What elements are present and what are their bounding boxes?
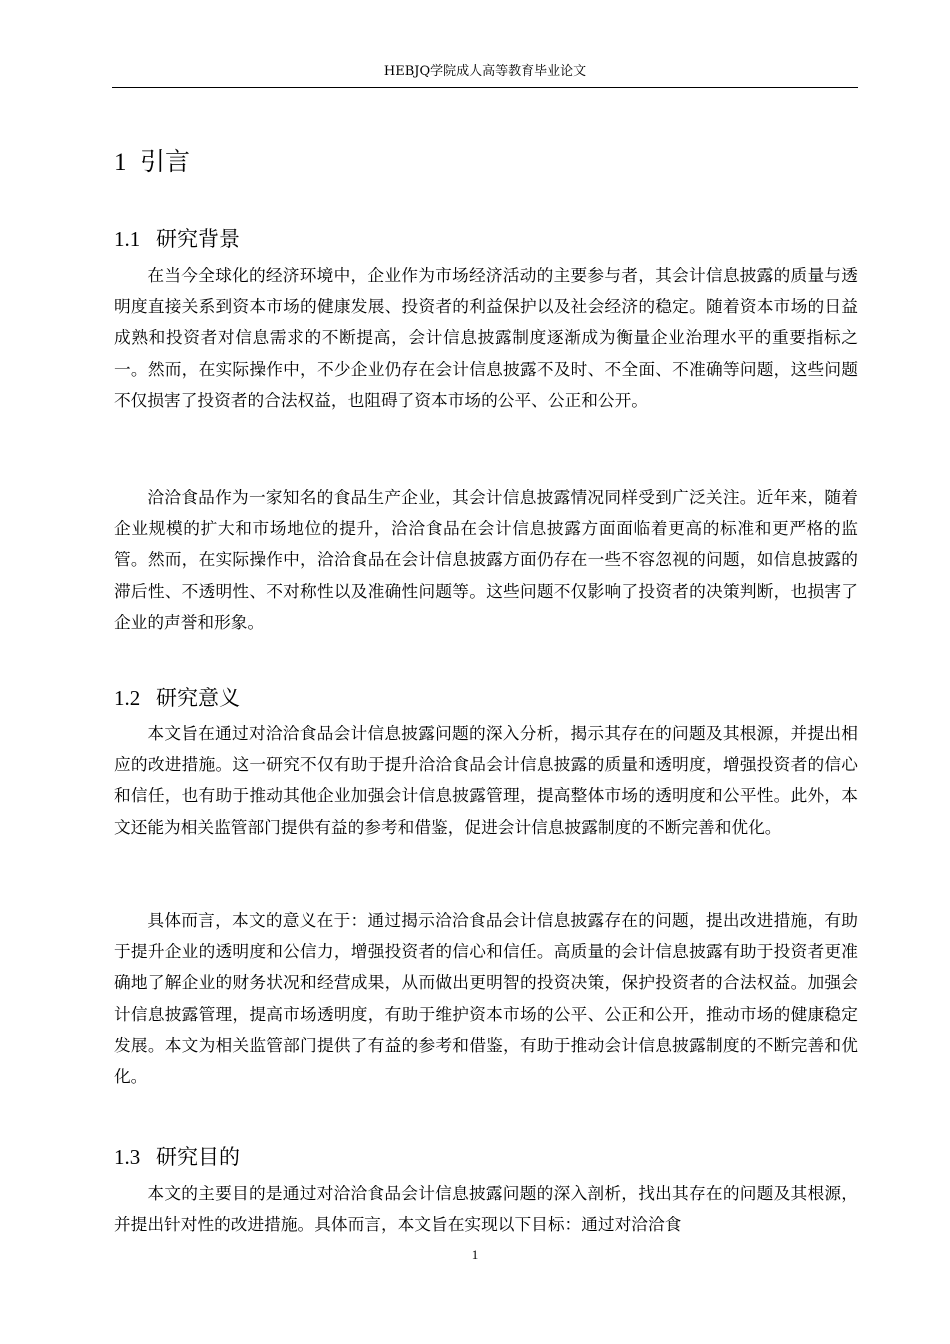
running-header: HEBJQ学院成人高等教育毕业论文 bbox=[383, 64, 587, 79]
paragraph: 具体而言，本文的意义在于：通过揭示洽洽食品会计信息披露存在的问题，提出改进措施，有助于提升企业的透明度和公信力，增强投资者的信心和信任。高质量的会计信息披露有助于投资者更准确地了解企业的财务状况和经营成果，从而做出更明智的投资决策，保护投资者的合法权益。加强会计信息披露管理，提高市场透明度，有助于维护资本市场的公平、公正和公开，推动市场的健康稳定发展。本文为相关监管部门提供了有益的参考和借鉴，有助于推动会计信息披露制度的不断完善和优化。 bbox=[114, 910, 858, 1087]
section-title: 研究目的 bbox=[156, 1145, 240, 1169]
chapter-heading bbox=[114, 145, 190, 180]
section-number: 1.2 bbox=[114, 686, 141, 710]
paragraph: 在当今全球化的经济环境中，企业作为市场经济活动的主要参与者，其会计信息披露的质量与透明度直接关系到资本市场的健康发展、投资者的利益保护以及社会经济的稳定。随着资本市场的日益成熟和投资者对信息需求的不断提高，会计信息披露制度逐渐成为衡量企业治理水平的重要指标之一。然而，在实际操作中，不少企业仍存在会计信息披露不及时、不全面、不准确等问题，这些问题不仅损害了投资者的合法权益，也阻碍了资本市场的公平、公正和公开。 bbox=[114, 265, 858, 410]
section-number: 1.3 bbox=[114, 1145, 141, 1169]
section-heading bbox=[114, 224, 240, 254]
page-number: 1 bbox=[471, 1247, 479, 1262]
paragraph: 本文的主要目的是通过对洽洽食品会计信息披露问题的深入剖析，找出其存在的问题及其根源，并提出针对性的改进措施。具体而言，本文旨在实现以下目标：通过对洽洽食 bbox=[114, 1183, 858, 1235]
paragraph: 洽洽食品作为一家知名的食品生产企业，其会计信息披露情况同样受到广泛关注。近年来，随着企业规模的扩大和市场地位的提升，洽洽食品在会计信息披露方面面临着更高的标准和更严格的监管。然而，在实际操作中，洽洽食品在会计信息披露方面仍存在一些不容忽视的问题，如信息披露的滞后性、不透明性、不对称性以及准确性问题等。这些问题不仅影响了投资者的决策判断，也损害了企业的声誉和形象。 bbox=[114, 487, 858, 632]
section-title: 研究背景 bbox=[156, 227, 240, 251]
section-title: 研究意义 bbox=[156, 686, 240, 710]
chapter-number: 1 bbox=[114, 149, 127, 176]
section-heading bbox=[114, 683, 240, 713]
section-number: 1.1 bbox=[114, 227, 141, 251]
section-heading bbox=[114, 1142, 240, 1172]
chapter-title: 引言 bbox=[140, 147, 191, 176]
paragraph: 本文旨在通过对洽洽食品会计信息披露问题的深入分析，揭示其存在的问题及其根源，并提出相应的改进措施。这一研究不仅有助于提升洽洽食品会计信息披露的质量和透明度，增强投资者的信心和信任，也有助于推动其他企业加强会计信息披露管理，提高整体市场的透明度和公平性。此外，本文还能为相关监管部门提供有益的参考和借鉴，促进会计信息披露制度的不断完善和优化。 bbox=[114, 723, 858, 837]
header-rule bbox=[112, 87, 858, 88]
